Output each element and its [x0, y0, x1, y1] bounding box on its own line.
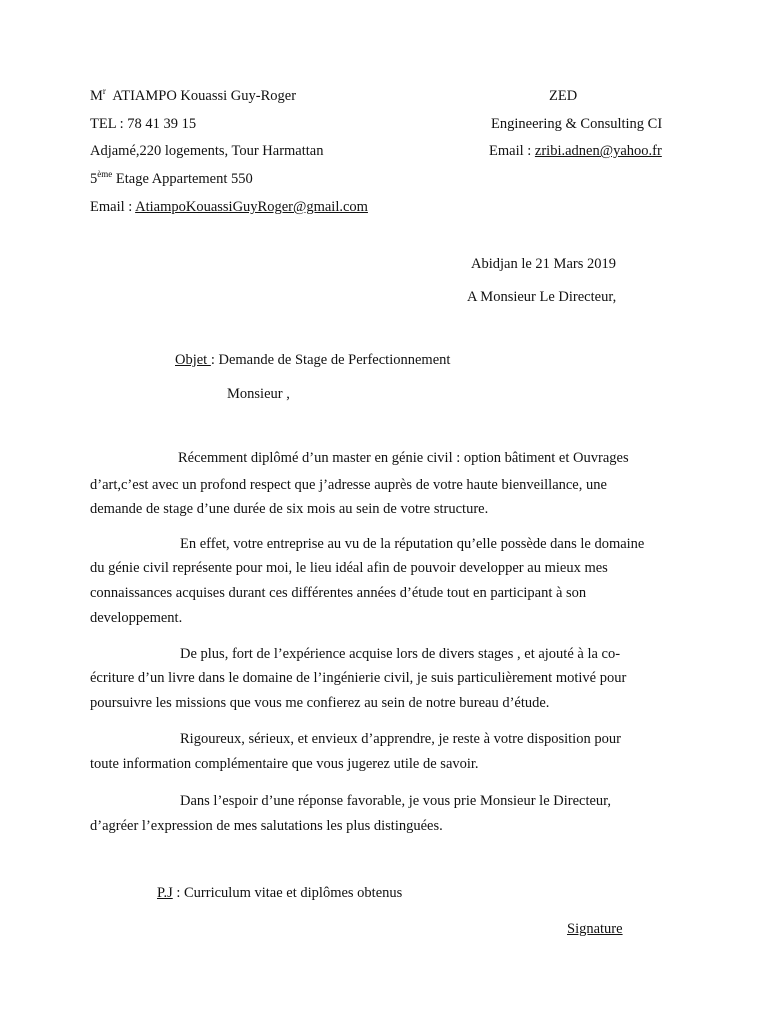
recipient-email-label: Email :	[489, 143, 535, 159]
sender-floor	[90, 170, 253, 188]
paragraph-5-line-1: Dans l’espoir d’une réponse favorable, je vous prie Monsieur le Directeur,	[180, 793, 612, 809]
sender-floor-sup: ème	[97, 169, 113, 179]
sender-email-line	[90, 198, 368, 216]
paragraph-4-line-2: toute information complémentaire que vous jugerez utile de savoir.	[90, 756, 479, 772]
paragraph-3-line-3: poursuivre les missions que vous me confierez au sein de notre bureau d’étude.	[90, 695, 550, 711]
sender-title-prefix: M	[90, 88, 103, 104]
paragraph-2-line-4: developpement.	[90, 610, 183, 626]
object-label: Objet	[175, 352, 211, 368]
sender-title-sup: r	[102, 86, 106, 96]
attachments-line	[157, 884, 402, 902]
sender-tel: TEL : 78 41 39 15	[90, 116, 197, 132]
recipient-email-line	[489, 142, 662, 160]
paragraph-2-line-1: En effet, votre entreprise au vu de la réputation qu’elle possède dans le domaine	[180, 536, 645, 552]
attachments-label: P.J	[157, 885, 173, 901]
paragraph-1-line-2: d’art,c’est avec un profond respect que j’adresse auprès de votre haute bienveillance, une	[90, 477, 607, 493]
salutation: Monsieur ,	[227, 386, 290, 402]
place-date: Abidjan le 21 Mars 2019	[471, 256, 616, 272]
paragraph-4-line-1: Rigoureux, sérieux, et envieux d’apprendre, je reste à votre disposition pour	[180, 731, 621, 747]
addressee: A Monsieur Le Directeur,	[467, 289, 617, 305]
object-line	[175, 351, 450, 369]
sender-email-label: Email :	[90, 199, 136, 215]
signature-label: Signature	[567, 921, 623, 937]
recipient-company: ZED	[549, 88, 578, 104]
sender-floor-text: Etage Appartement 550	[115, 171, 253, 187]
paragraph-1-line-3: demande de stage d’une durée de six mois au sein de votre structure.	[90, 501, 489, 517]
paragraph-3-line-1: De plus, fort de l’expérience acquise lors de divers stages , et ajouté à la co-	[180, 646, 621, 662]
attachments-text: : Curriculum vitae et diplômes obtenus	[172, 885, 403, 901]
sender-name	[90, 87, 296, 105]
paragraph-2-line-3: connaissances acquises durant ces différentes années d’étude tout en participant à son	[90, 585, 587, 601]
paragraph-1-line-1: Récemment diplômé d’un master en génie civil : option bâtiment et Ouvrages	[178, 450, 629, 466]
paragraph-3-line-2: écriture d’un livre dans le domaine de l’ingénierie civil, je suis particulièrement motivé pour	[90, 670, 627, 686]
sender-floor-number: 5	[90, 171, 98, 187]
sender-name-text: ATIAMPO Kouassi Guy-Roger	[112, 88, 297, 104]
recipient-subtitle: Engineering & Consulting CI	[491, 116, 663, 132]
recipient-email-link[interactable]: zribi.adnen@yahoo.fr	[534, 143, 662, 159]
sender-address: Adjamé,220 logements, Tour Harmattan	[90, 143, 324, 159]
sender-email-link[interactable]: AtiampoKouassiGuyRoger@gmail.com	[135, 199, 368, 215]
paragraph-5-line-2: d’agréer l’expression de mes salutations les plus distinguées.	[90, 818, 443, 834]
object-text: : Demande de Stage de Perfectionnement	[210, 352, 451, 368]
paragraph-2-line-2: du génie civil représente pour moi, le lieu idéal afin de pouvoir developper au mieux mes	[90, 560, 608, 576]
